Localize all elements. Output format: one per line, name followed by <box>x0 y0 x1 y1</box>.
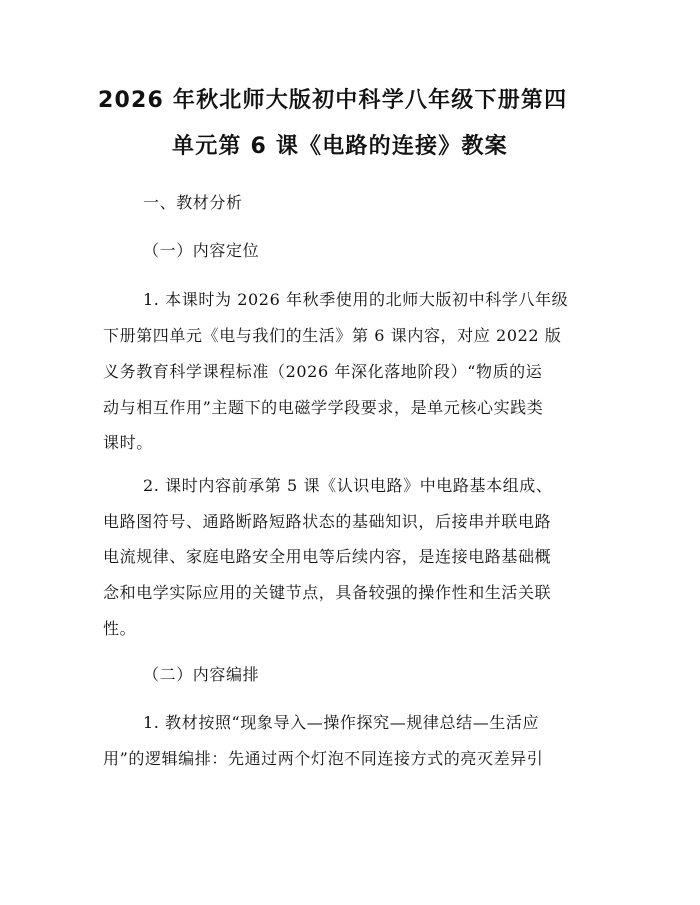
paragraph-line: 课时。 <box>103 433 153 452</box>
paragraph-line: 1. 教材按照“现象导入—操作探究—规律总结—生活应 <box>143 713 540 732</box>
subsection-heading-content-positioning: （一）内容定位 <box>143 241 260 260</box>
paragraph-line: 用”的逻辑编排：先通过两个灯泡不同连接方式的亮灭差异引 <box>103 749 544 768</box>
paragraph-line: 1. 本课时为 2026 年秋季使用的北师大版初中科学八年级 <box>143 290 569 309</box>
paragraph-line: 动与相互作用”主题下的电磁学学段要求，是单元核心实践类 <box>103 398 544 417</box>
paragraph-line: 下册第四单元《电与我们的生活》第 6 课内容，对应 2022 版 <box>103 326 562 345</box>
section-heading-material-analysis: 一、教材分析 <box>143 193 243 212</box>
paragraph-line: 义务教育科学课程标准（2026 年深化落地阶段）“物质的运 <box>103 362 543 381</box>
subsection-heading-content-arrangement: （二）内容编排 <box>143 665 260 684</box>
paragraph-line: 电路图符号、通路断路短路状态的基础知识，后接串并联电路 <box>103 512 552 531</box>
document-title-line-2: 单元第 6 课《电路的连接》教案 <box>172 134 508 159</box>
paragraph-line: 2. 课时内容前承第 5 课《认识电路》中电路基本组成、 <box>143 476 553 495</box>
paragraph-line: 电流规律、家庭电路安全用电等后续内容，是连接电路基础概 <box>103 547 552 566</box>
document-title-line-1: 2026 年秋北师大版初中科学八年级下册第四 <box>98 88 568 113</box>
paragraph-line: 性。 <box>103 619 137 638</box>
paragraph-line: 念和电学实际应用的关键节点，具备较强的操作性和生活关联 <box>103 583 552 602</box>
